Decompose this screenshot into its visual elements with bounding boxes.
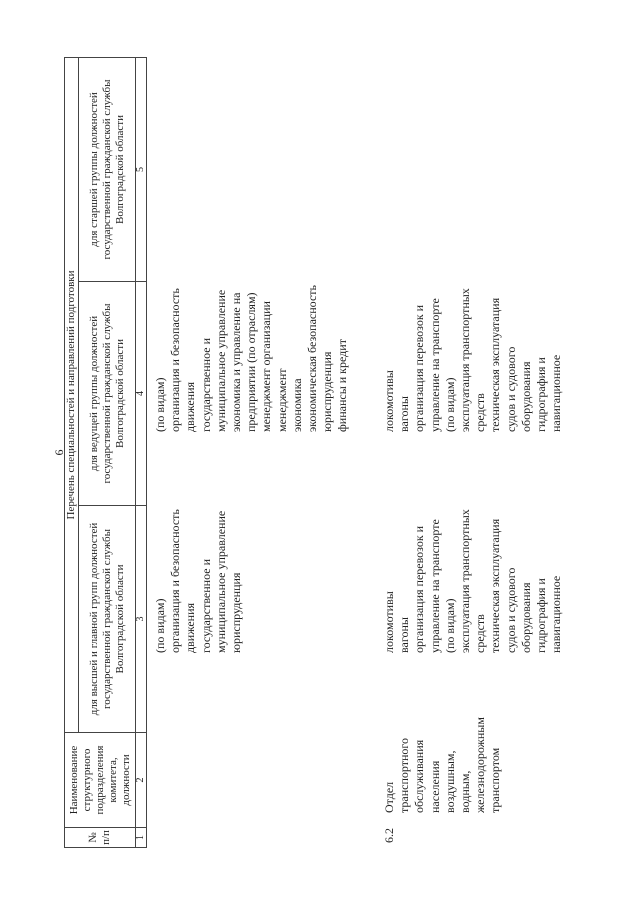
list-item: организация и безопасность [168,509,183,653]
list-item: муниципальное управление [213,510,228,653]
column-index: 1 [136,828,147,848]
list-item: вагоны [397,617,412,653]
list-item: юриспруденция [229,572,244,653]
block2-col3-list [382,509,564,653]
list-item: навигационное [549,575,564,653]
list-item: экономика и управление на [229,292,244,432]
header-senior-groups-cell: для высшей и главной групп должностей государственной гражданской службы Волгоградской области [79,506,136,733]
list-item: техническая эксплуатация [488,297,503,432]
list-item: движения [183,381,198,432]
list-item: Отдел [382,781,396,813]
header-older-group-cell: для старшей группы должностей государственной гражданской службы Волгоградской области [79,57,136,281]
list-item: гидрография и [534,357,549,432]
block1-col4-list [153,285,351,432]
block2-col4-list [382,288,564,432]
list-item: локомотивы [382,591,396,653]
column-index: 3 [136,506,147,733]
list-item: гидрография и [534,578,549,653]
list-item: техническая эксплуатация [488,518,503,653]
list-item: менеджмент организации [259,301,274,432]
list-item: (по видам) [442,377,457,432]
header-department-cell: Наименование структурного подразделения комитета, должности [65,733,136,828]
list-item: предприятии (по отраслям) [244,292,259,432]
list-item: эксплуатация транспортных [458,288,473,432]
list-item: средств [473,393,488,432]
list-item: железнодорожным [473,717,488,813]
list-item: государственное и [198,559,213,653]
list-item: экономика [289,378,304,432]
list-item: воздушным, [442,750,457,813]
list-item: населения [427,760,442,813]
list-item: локомотивы [382,370,396,432]
list-item: судов и судового [503,346,518,432]
list-item: оборудования [518,582,533,653]
list-item: государственное и [198,338,213,432]
list-item: менеджмент [274,368,289,432]
list-item: транспортом [488,747,503,813]
list-item: (по видам) [153,598,167,653]
header-leading-group-cell: для ведущей группы должностей государственной гражданской службы Волгоградской области [79,282,136,506]
list-item: судов и судового [503,567,518,653]
list-item: средств [473,614,488,653]
page-number: 6 [52,449,66,456]
list-item: оборудования [518,361,533,432]
list-item: навигационное [549,354,564,432]
column-index: 2 [136,733,147,828]
block2-department [382,717,504,813]
list-item: (по видам) [153,377,167,432]
list-item: вагоны [397,396,412,432]
list-item: водным, [458,770,473,813]
row-number [382,828,397,843]
list-item: муниципальное управление [213,289,228,432]
block1-col3-list [153,509,244,653]
list-item: управление на транспорте [427,519,442,653]
list-item: финансы и кредит [335,339,350,432]
header-number-cell: № п/п [65,828,136,848]
list-item: движения [183,602,198,653]
list-item: организация перевозок и [412,525,427,653]
list-item: обслуживания [412,739,427,813]
row-number-text: 6.2 [382,828,396,843]
list-item: транспортного [397,737,412,813]
list-item: организация и безопасность [168,288,183,432]
column-index: 5 [136,57,147,281]
list-item: эксплуатация транспортных [458,509,473,653]
list-item: (по видам) [442,598,457,653]
list-item: юриспруденция [320,351,335,432]
list-item: экономическая безопасность [305,285,320,432]
column-index: 4 [136,282,147,506]
header-group-title: Перечень специальностей и направлений подготовки [65,57,79,732]
header-table [64,57,147,848]
list-item: управление на транспорте [427,298,442,432]
list-item: организация перевозок и [412,304,427,432]
